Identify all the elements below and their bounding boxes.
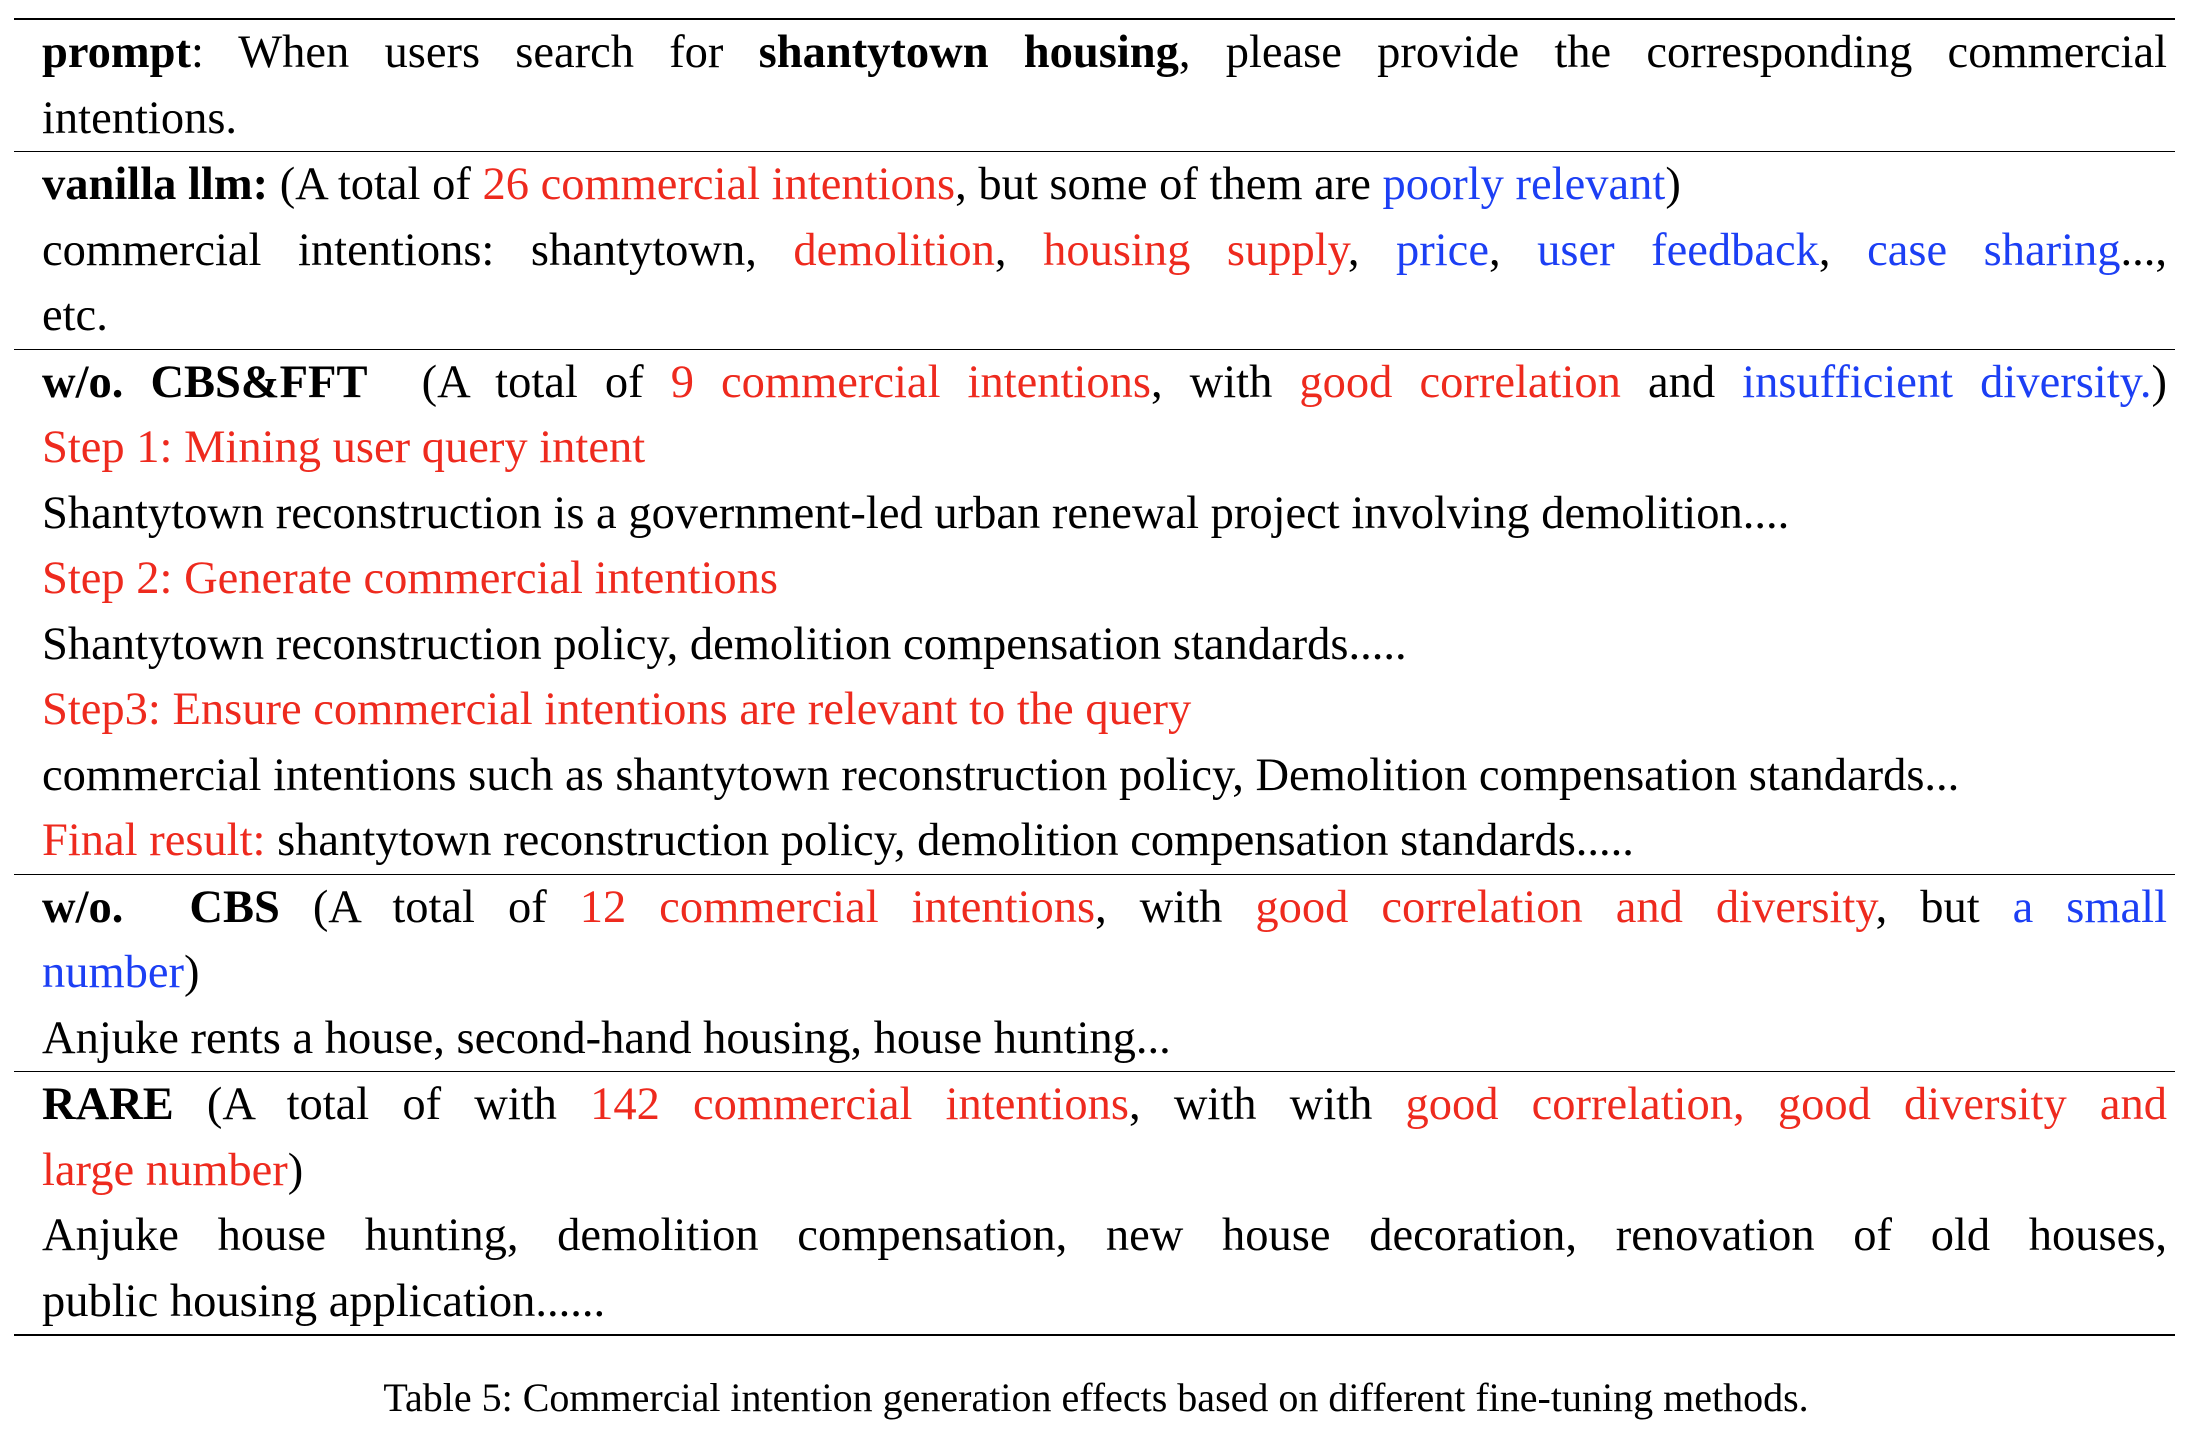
results-table (14, 18, 2175, 1336)
wo-cbs-list: Anjuke rents a house, second-hand housing, house hunting... (42, 1012, 1171, 1064)
rare-summary-line-2 (42, 1138, 2175, 1204)
wo-cbs-fft-count: 9 commercial intentions (670, 356, 1151, 408)
wo-cbs-summary-mid: , with (1095, 881, 1256, 933)
step-3-text: commercial intentions such as shantytown reconstruction policy, Demolition compensation standards... (42, 749, 1960, 801)
wo-cbs-fft-summary-mid: , with (1150, 356, 1300, 408)
rare-summary-close: ) (287, 1144, 304, 1196)
vanilla-weakness: poorly relevant (1382, 159, 1666, 210)
step-3-title: Step3: Ensure commercial intentions are relevant to the query (42, 684, 1192, 735)
vanilla-sep-4: , (1818, 224, 1868, 276)
wo-cbs-row (14, 875, 2175, 1072)
rare-strength-2: large number (42, 1144, 288, 1196)
vanilla-list-line (42, 218, 2175, 284)
wo-cbs-summary-open: (A total of (279, 881, 580, 933)
rare-label: RARE (42, 1079, 174, 1130)
prompt-line-1 (42, 20, 2175, 86)
vanilla-count: 26 commercial intentions (482, 159, 956, 210)
rare-summary-open: (A total of with (173, 1079, 591, 1130)
step-1-title: Step 1: Mining user query intent (42, 422, 646, 473)
wo-cbs-summary-line-2 (42, 940, 2175, 1006)
vanilla-llm-row (14, 152, 2175, 349)
vanilla-sep-1: , (994, 224, 1044, 276)
wo-cbs-fft-weakness: insufficient diversity. (1742, 356, 2152, 408)
wo-cbs-fft-summary-line (42, 350, 2175, 416)
rare-list-line-2: public housing application...... (42, 1275, 606, 1327)
wo-cbs-summary-close: ) (184, 947, 200, 998)
vanilla-label: vanilla llm: (42, 159, 269, 210)
prompt-text-2: , please provide the corresponding commercial (1178, 27, 2168, 78)
prompt-query: shantytown housing (758, 27, 1179, 78)
wo-cbs-label: w/o. CBS (42, 881, 280, 933)
step-2-title: Step 2: Generate commercial intentions (42, 553, 779, 604)
vanilla-item-housing-supply: housing supply (1043, 224, 1348, 276)
wo-cbs-fft-row (14, 350, 2175, 874)
rare-summary-line (42, 1072, 2175, 1138)
final-result-line (42, 808, 2175, 874)
wo-cbs-strength: good correlation and diversity (1255, 881, 1876, 933)
vanilla-item-case-sharing: case sharing (1867, 224, 2121, 276)
wo-cbs-fft-strength: good correlation (1299, 356, 1621, 408)
wo-cbs-weakness-1: a small (2012, 881, 2167, 933)
rare-summary-mid: , with with (1129, 1079, 1406, 1130)
wo-cbs-fft-summary-open: (A total of (367, 356, 671, 408)
prompt-label: prompt (42, 27, 191, 78)
rare-row (14, 1072, 2175, 1334)
wo-cbs-summary-line (42, 875, 2175, 941)
vanilla-list-tail: ..., (2120, 224, 2168, 276)
rare-strength-1: good correlation, good diversity and (1405, 1079, 2167, 1130)
vanilla-summary-open: (A total of (268, 159, 483, 210)
rare-list-line-1: Anjuke house hunting, demolition compensation, new house decoration, renovation of old houses, (42, 1210, 2167, 1261)
wo-cbs-fft-summary-close: ) (2151, 356, 2168, 408)
step-2-text: Shantytown reconstruction policy, demolition compensation standards..... (42, 618, 1407, 670)
prompt-row (14, 20, 2175, 151)
prompt-line-2: intentions. (42, 92, 238, 144)
table-caption: Table 5: Commercial intention generation effects based on different fine-tuning methods. (383, 1375, 1809, 1420)
final-result-label: Final result: (42, 815, 266, 866)
vanilla-sep-3: , (1488, 224, 1538, 276)
vanilla-summary-line (42, 152, 2175, 218)
table-bottom-rule (14, 1334, 2175, 1336)
vanilla-sep-2: , (1347, 224, 1397, 276)
vanilla-summary-mid: , but some of them are (955, 159, 1383, 210)
step-1-text: Shantytown reconstruction is a government-led urban renewal project involving demolition.... (42, 487, 1790, 539)
wo-cbs-fft-label: w/o. CBS&FFT (42, 356, 368, 408)
vanilla-summary-close: ) (1665, 159, 1681, 210)
vanilla-item-price: price (1396, 224, 1489, 276)
wo-cbs-weakness-2: number (42, 947, 185, 998)
vanilla-item-demolition: demolition (793, 224, 995, 276)
wo-cbs-count: 12 commercial intentions (579, 881, 1096, 933)
final-result-text: shantytown reconstruction policy, demolition compensation standards..... (265, 815, 1634, 866)
wo-cbs-summary-but: , but (1875, 881, 2013, 933)
rare-count: 142 commercial intentions (590, 1079, 1130, 1130)
vanilla-item-user-feedback: user feedback (1537, 224, 1819, 276)
vanilla-etc-line: etc. (42, 290, 108, 341)
prompt-text-1: : When users search for (191, 27, 759, 78)
vanilla-list-prefix: commercial intentions: shantytown, (42, 224, 794, 276)
wo-cbs-fft-summary-and: and (1620, 356, 1743, 408)
